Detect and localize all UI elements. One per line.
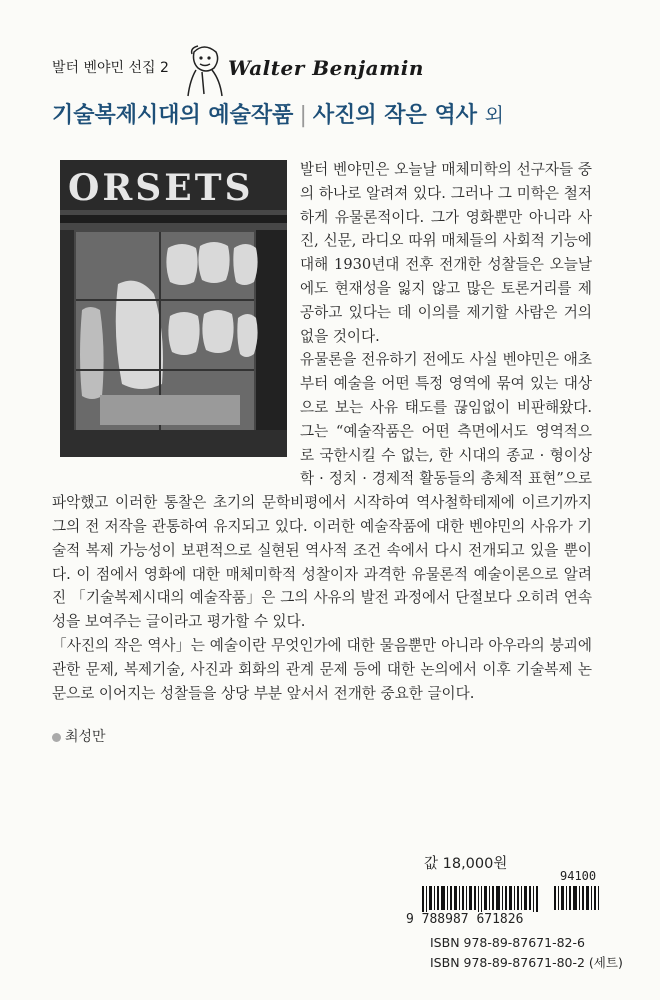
series-label: 발터 벤야민 선집 2 (52, 60, 169, 76)
bullet-icon (52, 733, 61, 742)
addon-code: 94100 (560, 869, 597, 883)
credit-name: 최성만 (65, 729, 106, 745)
title-etc: 외 (484, 103, 504, 127)
shop-sign-text: ORSETS (68, 167, 254, 209)
blurb-paragraph-3: 「사진의 작은 역사」는 예술이란 무엇인가에 대한 물음뿐만 아니라 아우라의 붕괴에 관한 문제, 복제기술, 사진과 회화의 관계 문제 등에 대한 논의에서 이후 기술복제 논문으로 이어지는 성찰들을 상당 부분 앞서서 전개한 중요한 글이다. (52, 636, 592, 702)
author-name: Walter Benjamin (228, 56, 424, 80)
blurb-paragraph-2: 유물론을 전유하기 전에도 사실 벤야민은 애초부터 예술을 어떤 특정 영역에 묶여 있는 대상으로 보는 사유 태도를 끊임없이 비판해왔다. 그는 “예술작품은 어떤 측면에서도 영역적으로 국한시킬 수 없는, 한 시대의 종교 · 형이상학 · 정치 · 경제적 활동들의 총체적 표현”으로 파악했고 이러한 통찰은 초기의 문학비평에서 시작하여 역사철학테제에 이르기까지 그의 전 저작을 관통하여 유지되고 있다. 이러한 예술작품에 대한 벤야민의 사유가 기술적 복제 가능성이 보편적으로 실현된 역사적 조건 속에서 다시 전개되고 있을 뿐이다. 이 점에서 영화에 대한 매체미학적 성찰이자 과격한 유물론적 예술이론으로 알려진 「기술복제시대의 예술작품」은 그의 사유의 발전 과정에서 단절보다 오히려 연속성을 보여주는 글이라고 평가할 수 있다. (52, 351, 592, 631)
title-sub: 사진의 작은 역사 (312, 103, 477, 128)
blurb-credit (52, 726, 106, 746)
isbn-1: ISBN 978-89-87671-82-6 (430, 935, 585, 950)
blurb-text (52, 158, 592, 705)
benjamin-sketch-icon (178, 40, 228, 98)
title-separator: | (299, 103, 307, 128)
isbn-2: ISBN 978-89-87671-80-2 (세트) (430, 955, 623, 970)
title-main: 기술복제시대의 예술작품 (52, 103, 294, 128)
book-titles (52, 98, 504, 129)
price-label: 값 18,000원 (424, 856, 508, 872)
blurb-paragraph-1: 발터 벤야민은 오늘날 매체미학의 선구자들 중의 하나로 알려져 있다. 그러나 그 미학은 철저하게 유물론적이다. 그가 영화뿐만 아니라 사진, 신문, 라디오 따위 매체들의 사회적 기능에 대해 1930년대 전후 전개한 성찰들은 오늘날에도 현재성을 잃지 않고 많은 토론거리를 제공하고 있다는 데 이의를 제기할 사람은 거의 없을 것이다. (300, 161, 592, 345)
barcode-number: 9 788987 671826 (406, 912, 524, 927)
photo-spacer (52, 158, 300, 468)
